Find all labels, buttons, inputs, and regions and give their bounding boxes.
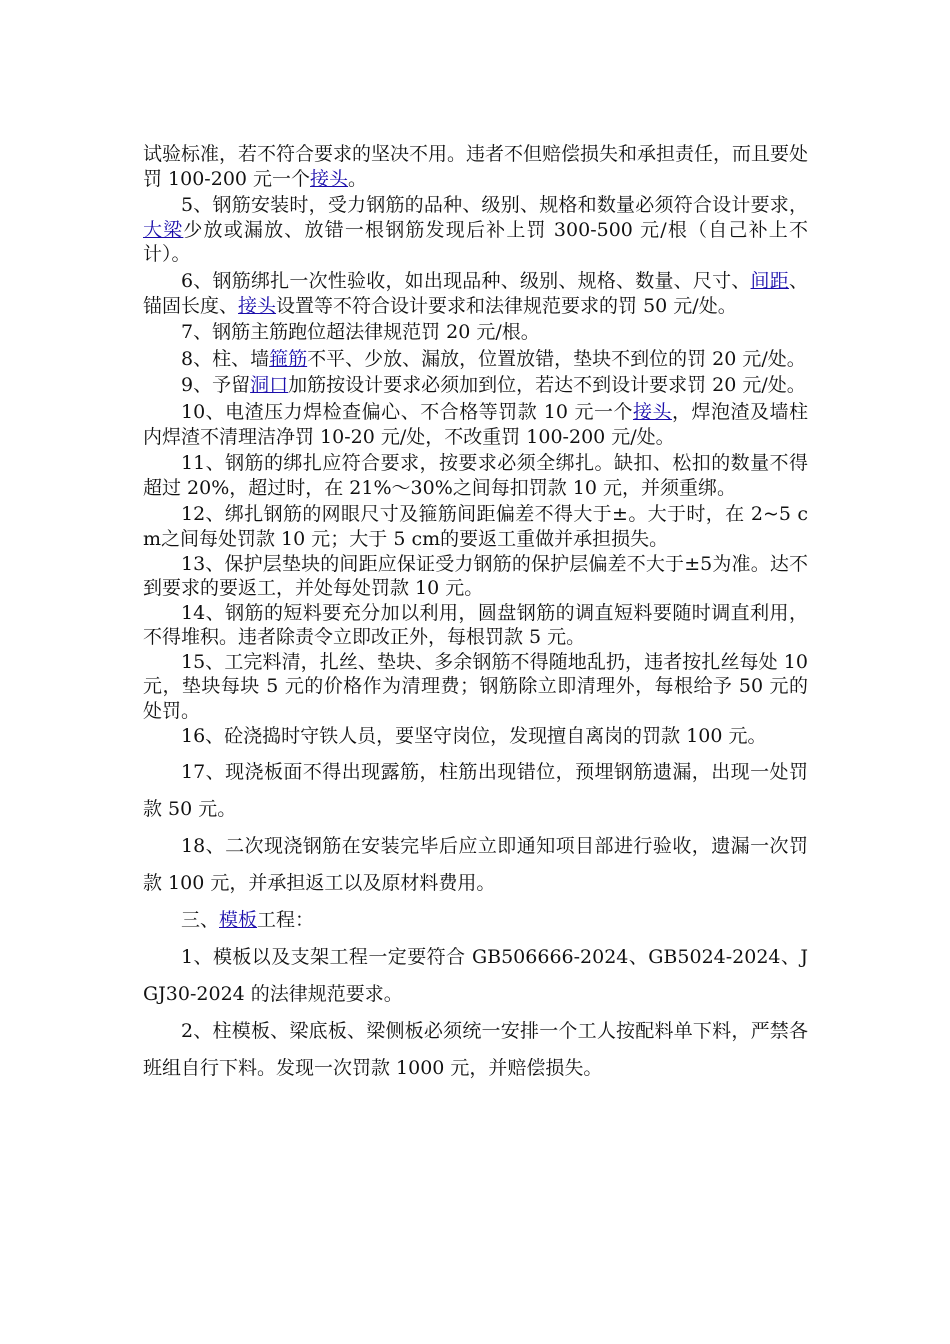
paragraph-5: 5、钢筋安装时，受力钢筋的品种、级别、规格和数量必须符合设计要求，大梁少放或漏放、放错一根钢筋发现后补上罚 300-500 元/根（自己补上不计）。: [143, 194, 808, 266]
link-main-beam[interactable]: 大梁: [143, 218, 184, 241]
link-joint[interactable]: 接头: [310, 167, 349, 190]
paragraph-7: 7、钢筋主筋跑位超法律规范罚 20 元/根。: [181, 321, 540, 344]
paragraph-15: 15、工完料清，扎丝、垫块、多余钢筋不得随地乱扔，违者按扎丝每处 10 元，垫块每块 5 元的价格作为清理费；钢筋除立即清理外，每根给予 50 元的处罚。: [143, 650, 808, 723]
paragraph-17: 17、现浇板面不得出现露筋，柱筋出现错位，预埋钢筋遗漏，出现一处罚款 50 元。: [143, 761, 808, 821]
formwork-item-2: 2、柱模板、梁底板、梁侧板必须统一安排一个工人按配料单下料，严禁各班组自行下料。发现一次罚款 1000 元，并赔偿损失。: [143, 1020, 808, 1080]
formwork-item-1: 1、模板以及支架工程一定要符合 GB506666-2024、GB5024-2024、JGJ30-2024 的法律规范要求。: [143, 946, 808, 1006]
paragraph-0: 试验标准，若不符合要求的坚决不用。违者不但赔偿损失和承担责任，而且要处罚 100-200 元一个接头。: [143, 143, 809, 190]
paragraph-18: 18、二次现浇钢筋在安装完毕后应立即通知项目部进行验收，遗漏一次罚款 100 元，并承担返工以及原材料费用。: [143, 835, 808, 895]
document-page: [143, 142, 808, 1087]
paragraph-9: 9、予留洞口加筋按设计要求必须加到位，若达不到设计要求罚 20 元/处。: [181, 374, 806, 397]
paragraph-12: 12、绑扎钢筋的网眼尺寸及箍筋间距偏差不得大于±。大于时，在 2~5 cm之间每处罚款 10 元；大于 5 cm的要返工重做并承担损失。: [143, 503, 808, 550]
section-heading-formwork: 三、模板工程：: [181, 909, 315, 932]
paragraph-8: 8、柱、墙箍筋不平、少放、漏放，位置放错，垫块不到位的罚 20 元/处。: [181, 347, 806, 370]
link-spacing[interactable]: 间距: [750, 269, 789, 292]
paragraph-14: 14、钢筋的短料要充分加以利用，圆盘钢筋的调直短料要随时调直利用，不得堆积。违者除责令立即改正外，每根罚款 5 元。: [143, 601, 808, 649]
link-formwork[interactable]: 模板: [219, 909, 258, 932]
paragraph-6: 6、钢筋绑扎一次性验收，如出现品种、级别、规格、数量、尺寸、间距、锚固长度、接头设置等不符合设计要求和法律规范要求的罚 50 元/处。: [143, 269, 808, 317]
link-stirrup[interactable]: 箍筋: [269, 347, 308, 370]
paragraph-11: 11、钢筋的绑扎应符合要求，按要求必须全绑扎。缺扣、松扣的数量不得超过 20%，超过时，在 21%～30%之间每扣罚款 10 元，并须重绑。: [143, 452, 808, 499]
link-joint[interactable]: 接头: [632, 400, 672, 423]
link-opening[interactable]: 洞口: [250, 374, 289, 397]
paragraph-16: 16、砼浇捣时守铁人员，要坚守岗位，发现擅自离岗的罚款 100 元。: [181, 724, 767, 747]
paragraph-13: 13、保护层垫块的间距应保证受力钢筋的保护层偏差不大于±5为准。达不到要求的要返工，并处每处罚款 10 元。: [143, 552, 808, 600]
paragraph-10: 10、电渣压力焊检查偏心、不合格等罚款 10 元一个接头，焊泡渣及墙柱内焊渣不清理洁净罚 10-20 元/处，不改重罚 100-200 元/处。: [143, 400, 808, 448]
link-joint[interactable]: 接头: [238, 294, 277, 317]
